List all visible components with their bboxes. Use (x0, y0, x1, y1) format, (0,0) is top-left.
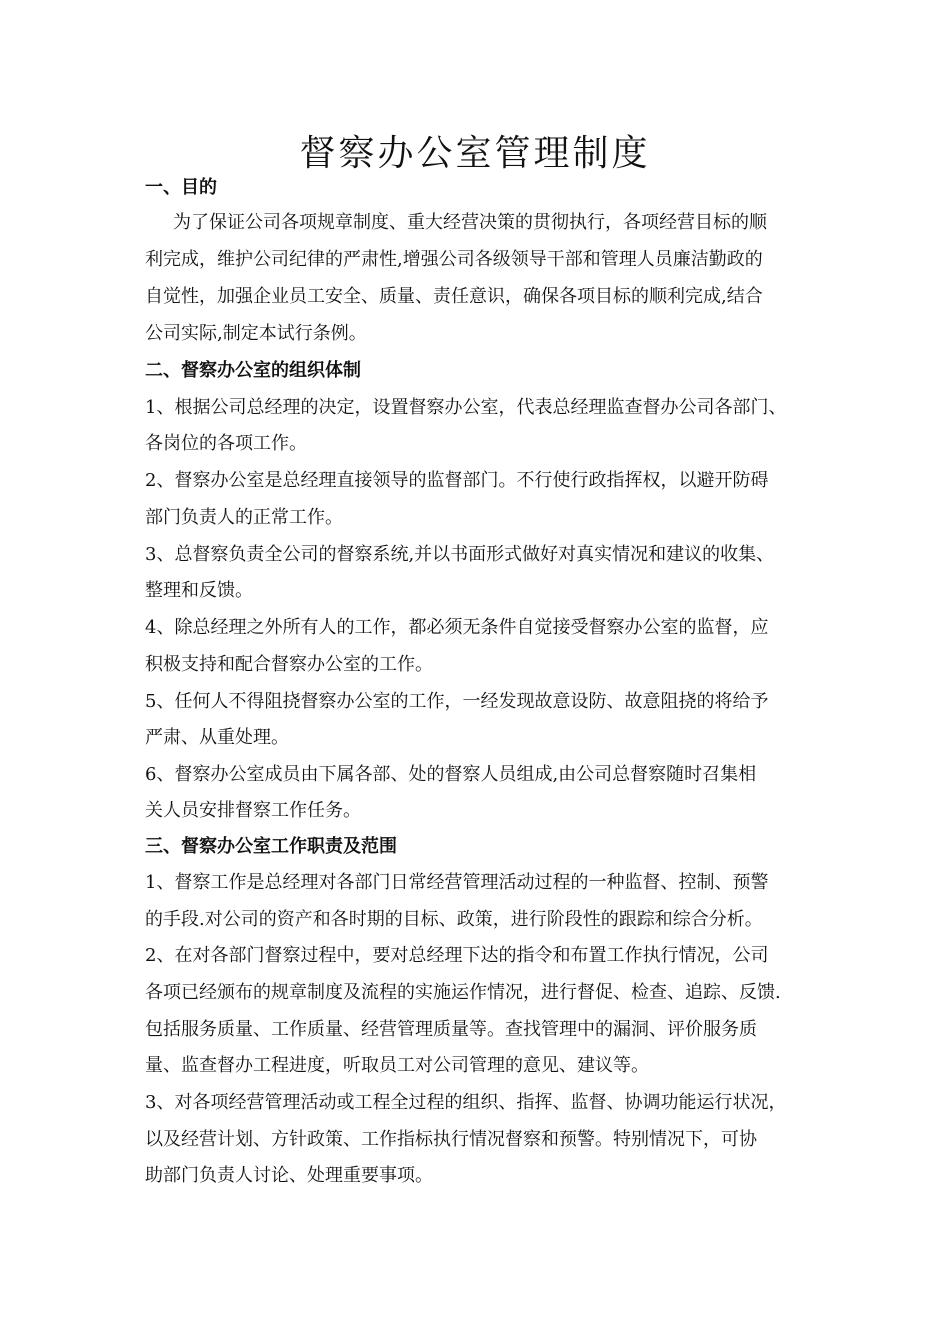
paragraph-line: 整理和反馈。 (145, 580, 253, 601)
paragraph-line: 的手段.对公司的资产和各时期的目标、政策，进行阶段性的跟踪和综合分析。 (145, 909, 763, 930)
paragraph-line: 各项已经颁布的规章制度及流程的实施运作情况，进行督促、检查、追踪、反馈. (145, 982, 781, 1003)
paragraph-line: 1、根据公司总经理的决定，设置督察办公室，代表总经理监查督办公司各部门、 (145, 397, 787, 418)
paragraph-line: 助部门负责人讨论、处理重要事项。 (145, 1165, 433, 1186)
paragraph-line: 2、在对各部门督察过程中，要对总经理下达的指令和布置工作执行情况，公司 (145, 945, 769, 966)
paragraph-line: 5、任何人不得阻挠督察办公室的工作，一经发现故意设防、故意阻挠的将给予 (145, 691, 769, 712)
paragraph-line: 积极支持和配合督察办公室的工作。 (145, 654, 433, 675)
paragraph-line: 2、督察办公室是总经理直接领导的监督部门。不行使行政指挥权，以避开防碍 (145, 470, 769, 491)
document-title: 督察办公室管理制度 (299, 133, 651, 174)
paragraph-line: 以及经营计划、方针政策、工作指标执行情况督察和预警。特别情况下，可协 (145, 1129, 757, 1150)
paragraph-line: 部门负责人的正常工作。 (145, 507, 343, 528)
paragraph-line: 量、监查督办工程进度，听取员工对公司管理的意见、建议等。 (145, 1055, 649, 1076)
paragraph-line: 6、督察办公室成员由下属各部、处的督察人员组成,由公司总督察随时召集相 (145, 764, 757, 785)
paragraph-line: 各岗位的各项工作。 (145, 433, 307, 454)
paragraph-line: 4、除总经理之外所有人的工作，都必须无条件自觉接受督察办公室的监督，应 (145, 617, 769, 638)
paragraph-line: 1、督察工作是总经理对各部门日常经营管理活动过程的一种监督、控制、预警 (145, 872, 769, 893)
paragraph-line: 利完成，维护公司纪律的严肃性,增强公司各级领导干部和管理人员廉洁勤政的 (145, 249, 763, 270)
paragraph-line: 3、对各项经营管理活动或工程全过程的组织、指挥、监督、协调功能运行状况， (145, 1092, 787, 1113)
paragraph-line: 自觉性，加强企业员工安全、质量、责任意识，确保各项目标的顺利完成,结合 (145, 286, 763, 307)
paragraph-line: 公司实际,制定本试行条例。 (145, 323, 367, 344)
paragraph-line: 为了保证公司各项规章制度、重大经营决策的贯彻执行，各项经营目标的顺 (173, 212, 767, 233)
paragraph-line: 包括服务质量、工作质量、经营管理质量等。查找管理中的漏洞、评价服务质 (145, 1019, 757, 1040)
paragraph-line: 3、总督察负责全公司的督察系统,并以书面形式做好对真实情况和建议的收集、 (145, 544, 775, 565)
paragraph-line: 关人员安排督察工作任务。 (145, 800, 361, 821)
paragraph-line: 严肃、从重处理。 (145, 727, 289, 748)
section-heading-organization: 二、督察办公室的组织体制 (145, 360, 361, 381)
section-heading-duties: 三、督察办公室工作职责及范围 (145, 836, 397, 857)
section-heading-purpose: 一、目的 (145, 177, 217, 198)
